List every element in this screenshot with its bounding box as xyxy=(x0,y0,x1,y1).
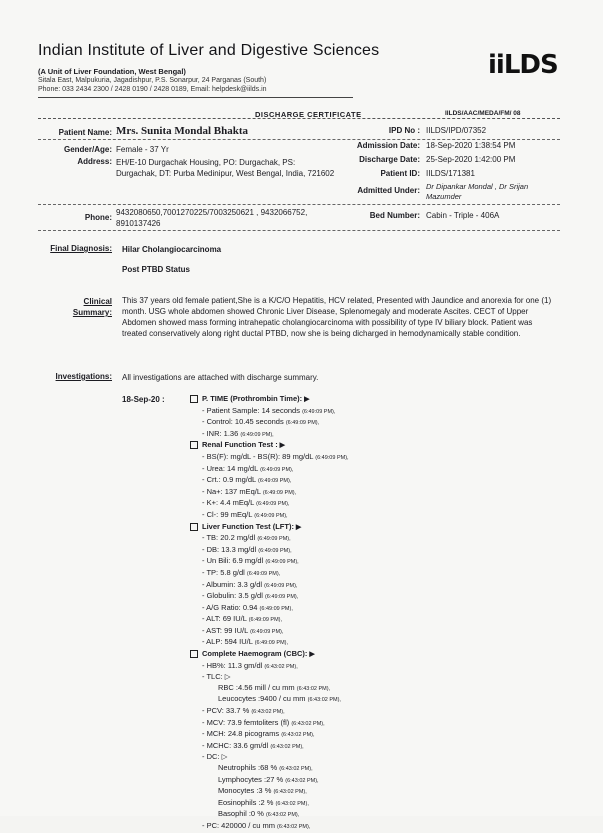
arrow-right-icon: ▶ xyxy=(293,523,302,531)
test-result-line xyxy=(190,533,349,545)
result-timestamp: (6:43:02 PM), xyxy=(265,812,300,819)
patient-id-label: Patient ID: xyxy=(380,169,420,178)
result-text: - TB: 20.2 mg/dl xyxy=(202,533,256,543)
checkbox-square-icon xyxy=(190,395,198,403)
result-text: - HB%: 11.3 gm/dl xyxy=(202,660,263,670)
clinical-summary-text: This 37 years old female patient,She is a K/C/O Hepatitis, HCV related, Presented with Jaundice and anorexia for one (1) month. USG whole abdomen showed Chronic Liver Disease, Splenomegaly and moderate Ascites. CECT of Upper Abdomen showed mass forming intrahepatic cholangiocarcinoma with possibility of type IV biliary block. Patient was treated conservatively along right ductal PTBD, now she is being dicharged in hemodynamically stable condition. xyxy=(122,296,552,338)
divider xyxy=(38,139,560,140)
test-result-line xyxy=(190,798,349,810)
test-result-line xyxy=(190,568,349,580)
test-result-line xyxy=(190,510,349,522)
test-result-line xyxy=(190,672,349,683)
test-result-line xyxy=(190,694,349,706)
institute-contact: Phone: 033 2434 2300 / 2428 0190 / 2428 0189, Email: helpdesk@iilds.in xyxy=(38,86,267,93)
result-text: - Albumin: 3.3 g/dl xyxy=(202,579,263,589)
test-result-line xyxy=(190,545,349,557)
test-result-line xyxy=(190,591,349,603)
result-timestamp: (6:49:09 PM), xyxy=(256,501,290,508)
result-text: Leucocytes :9400 / cu mm xyxy=(218,694,306,704)
certificate-title: DISCHARGE CERTIFICATE xyxy=(255,110,362,119)
result-timestamp: (6:49:09 PM), xyxy=(248,617,283,624)
institute-unit: (A Unit of Liver Foundation, West Bengal) xyxy=(38,67,186,76)
institute-address: Sitala East, Malpukuria, Jagadishpur, P.S. Sonarpur, 24 Parganas (South) xyxy=(38,77,267,84)
result-text: - Cl-: 99 mEq/L xyxy=(202,509,253,519)
patient-name: Mrs. Sunita Mondal Bhakta xyxy=(116,125,249,137)
result-text: - Patient Sample: 14 seconds xyxy=(202,405,300,415)
result-text: - Un Bili: 6.9 mg/dl xyxy=(202,556,264,566)
phone-label: Phone: xyxy=(84,213,112,222)
test-result-line xyxy=(190,775,349,787)
patient-id: IILDS/171381 xyxy=(426,169,475,178)
result-timestamp: (6:49:09 PM), xyxy=(259,605,293,612)
result-timestamp: (6:43:02 PM), xyxy=(270,743,304,750)
test-result-line xyxy=(190,729,349,741)
result-text: - Urea: 14 mg/dL xyxy=(202,463,258,473)
result-text: - DC: ▷ xyxy=(202,752,228,762)
admitted-under: Dr Dipankar Mondal , Dr Srijan Mazumder xyxy=(426,182,529,201)
result-text: - BS(F): mg/dL - BS(R): 89 mg/dL xyxy=(202,451,314,461)
result-timestamp: (6:49:09 PM), xyxy=(246,570,281,577)
bed-number-label: Bed Number: xyxy=(369,211,420,220)
institute-name: Indian Institute of Liver and Digestive Sciences xyxy=(38,42,380,59)
investigation-results xyxy=(190,394,349,833)
test-result-line xyxy=(190,718,349,730)
result-text: - MCHC: 33.6 gm/dl xyxy=(202,740,269,750)
test-result-line xyxy=(190,683,349,695)
result-timestamp: (6:43:02 PM), xyxy=(279,766,313,772)
divider xyxy=(38,204,560,205)
ipd-number: IILDS/IPD/07352 xyxy=(426,126,487,135)
result-timestamp: (6:43:02 PM), xyxy=(275,800,309,807)
test-result-line xyxy=(190,406,349,418)
address-label: Address: xyxy=(77,157,112,166)
test-result-line xyxy=(190,498,349,510)
result-text: Complete Haemogram (CBC): xyxy=(202,649,308,659)
result-text: - PCV: 33.7 % xyxy=(202,706,250,716)
result-timestamp: (6:43:02 PM), xyxy=(277,823,311,830)
test-result-line xyxy=(190,475,349,487)
test-result-line xyxy=(190,752,349,763)
test-result-line xyxy=(190,464,349,476)
test-result-line xyxy=(190,763,349,775)
test-group-heading xyxy=(190,440,349,452)
test-result-line xyxy=(190,556,349,568)
result-timestamp: (6:49:09 PM), xyxy=(264,594,299,601)
arrow-right-icon: ▶ xyxy=(307,651,315,659)
header-rule xyxy=(38,97,353,98)
result-text: - TLC: ▷ xyxy=(202,672,231,682)
bed-number: Cabin - Triple - 406A xyxy=(426,211,500,220)
checkbox-square-icon xyxy=(190,523,198,531)
result-text: - MCH: 24.8 picograms xyxy=(202,729,280,739)
arrow-right-icon: ▶ xyxy=(302,396,310,403)
result-timestamp: (6:43:02 PM), xyxy=(296,685,331,692)
clinical-label: Clinical xyxy=(83,297,112,306)
test-result-line xyxy=(190,614,349,626)
result-timestamp: (6:49:09 PM), xyxy=(315,454,349,461)
checkbox-square-icon xyxy=(190,441,198,449)
result-text: - MCV: 73.9 femtoliters (fl) xyxy=(202,717,290,727)
result-text: - TP: 5.8 g/dl xyxy=(202,567,245,577)
diagnosis-line1: Hilar Cholangiocarcinoma xyxy=(122,245,222,254)
certificate-code: IILDS/AAC/MEDA/FM/ 08 xyxy=(445,110,521,117)
result-text: - A/G Ratio: 0.94 xyxy=(202,602,258,612)
result-text: - Control: 10.45 seconds xyxy=(202,417,284,427)
test-result-line xyxy=(190,417,349,429)
admission-date-label: Admission Date: xyxy=(356,141,420,150)
result-text: - ALT: 69 IU/L xyxy=(202,614,247,624)
result-text: - AST: 99 IU/L xyxy=(202,625,248,635)
patient-name-label: Patient Name: xyxy=(58,128,112,137)
result-text: Liver Function Test (LFT): xyxy=(202,521,294,531)
result-text: - INR: 1.36 xyxy=(202,428,239,438)
result-timestamp: (6:49:09 PM), xyxy=(262,489,297,496)
test-group-heading xyxy=(190,522,349,534)
test-result-line xyxy=(190,487,349,499)
test-group-heading xyxy=(190,394,349,406)
test-result-line xyxy=(190,809,349,821)
divider xyxy=(38,230,560,231)
test-result-line xyxy=(190,626,349,638)
discharge-date-label: Discharge Date: xyxy=(359,155,420,164)
patient-address: EH/E-10 Durgachak Housing, PO: Durgachak, PS: Durgachak, DT: Purba Medinipur, West Bengal, India, 721602 xyxy=(116,158,335,178)
test-result-line xyxy=(190,821,349,833)
phone-numbers: 9432080650,7001270225/7003250621 , 9432066752, 8910137426 xyxy=(116,208,308,228)
result-timestamp: (6:49:09 PM), xyxy=(265,559,299,566)
result-text: Lymphocytes :27 % xyxy=(218,774,284,784)
final-diagnosis-label: Final Diagnosis: xyxy=(50,244,112,253)
result-timestamp: (6:49:09 PM), xyxy=(258,547,292,554)
test-result-line xyxy=(190,786,349,798)
result-timestamp: (6:43:02 PM), xyxy=(281,732,315,739)
result-text: Monocytes :3 % xyxy=(218,786,272,796)
diagnosis-line2: Post PTBD Status xyxy=(122,265,191,274)
result-text: - Na+: 137 mEq/L xyxy=(202,486,261,496)
ipd-label: IPD No : xyxy=(388,126,420,135)
test-result-line xyxy=(190,706,349,718)
test-result-line xyxy=(190,741,349,753)
result-text: - Crt.: 0.9 mg/dL xyxy=(202,475,256,485)
result-text: - DB: 13.3 mg/dl xyxy=(202,544,257,554)
result-text: Eosinophils :2 % xyxy=(218,797,274,807)
result-text: - PC: 420000 / cu mm xyxy=(202,820,275,830)
result-timestamp: (6:49:09 PM), xyxy=(302,408,336,415)
arrow-right-icon: ▶ xyxy=(277,442,286,450)
result-text: Neutrophils :68 % xyxy=(218,763,278,772)
result-timestamp: (6:49:09 PM), xyxy=(240,431,274,438)
test-result-line xyxy=(190,452,349,464)
result-text: Renal Function Test : xyxy=(202,440,278,450)
gender-age-label: Gender/Age: xyxy=(63,145,112,154)
result-text: - K+: 4.4 mEq/L xyxy=(202,498,255,508)
investigations-label: Investigations: xyxy=(55,372,112,381)
result-text: P. TIME (Prothrombin Time): xyxy=(202,394,303,403)
admission-date: 18-Sep-2020 1:38:54 PM xyxy=(426,141,516,150)
test-result-line xyxy=(190,429,349,441)
result-timestamp: (6:49:09 PM), xyxy=(258,478,292,485)
admitted-under-label: Admitted Under: xyxy=(357,186,420,195)
result-text: - ALP: 594 IU/L xyxy=(202,637,253,647)
result-timestamp: (6:49:09 PM), xyxy=(254,512,288,519)
test-result-line xyxy=(190,603,349,615)
result-timestamp: (6:49:09 PM), xyxy=(250,628,284,635)
result-timestamp: (6:43:02 PM), xyxy=(264,663,298,670)
result-timestamp: (6:49:09 PM), xyxy=(254,640,289,647)
iilds-logo: iiLDS xyxy=(488,50,558,80)
result-text: - Globulin: 3.5 g/dl xyxy=(202,591,263,601)
discharge-date: 25-Sep-2020 1:42:00 PM xyxy=(426,155,516,164)
result-timestamp: (6:49:09 PM), xyxy=(260,466,294,473)
result-timestamp: (6:43:02 PM), xyxy=(291,720,325,727)
investigation-date: 18-Sep-20 : xyxy=(122,395,165,404)
result-timestamp: (6:49:09 PM), xyxy=(264,582,298,589)
result-text: Basophil :0 % xyxy=(218,809,264,819)
result-timestamp: (6:43:02 PM), xyxy=(307,697,341,704)
result-timestamp: (6:49:09 PM), xyxy=(285,420,320,427)
test-result-line xyxy=(190,661,349,673)
summary-label: Summary: xyxy=(72,308,112,317)
test-result-line xyxy=(190,637,349,649)
result-timestamp: (6:43:02 PM), xyxy=(285,777,319,784)
test-result-line xyxy=(190,580,349,592)
gender-age: Female - 37 Yr xyxy=(116,145,169,154)
divider xyxy=(38,118,560,119)
result-text: RBC :4.56 mill / cu mm xyxy=(218,682,295,692)
investigations-intro: All investigations are attached with discharge summary. xyxy=(122,373,319,382)
result-timestamp: (6:43:02 PM), xyxy=(251,709,285,716)
result-timestamp: (6:49:09 PM), xyxy=(257,536,291,543)
result-timestamp: (6:43:02 PM), xyxy=(273,789,307,796)
test-group-heading xyxy=(190,649,349,661)
checkbox-square-icon xyxy=(190,650,198,658)
